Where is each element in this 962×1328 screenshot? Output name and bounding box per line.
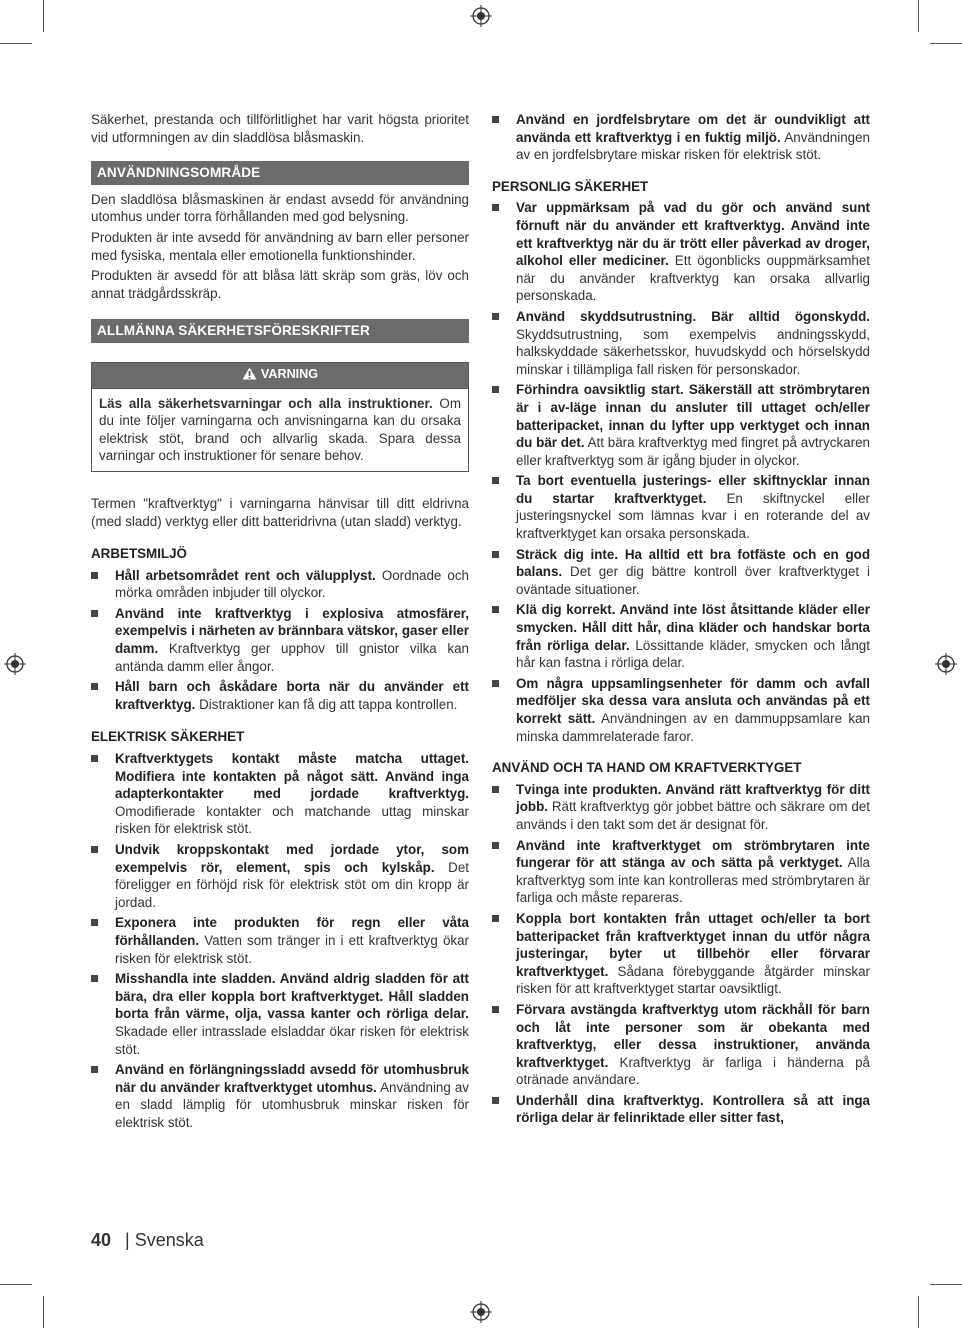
intro-paragraph: Säkerhet, prestanda och tillförlitlighet har varit högsta prioritet vid utformningen av din sladdlösa blåsmaskin.: [91, 112, 469, 145]
list-item: [91, 605, 469, 675]
item-bold: Var uppmärksam på vad du gör och använd sunt förnuft när du använder ett kraftverktyg. Använd inte ett kraftverktyg när du är trött eller påverkad av droger, alkohol eller mediciner.: [516, 200, 870, 269]
item-text: Kraftverktyg är farliga i händerna på otränade användare.: [516, 1054, 870, 1088]
list-item: [91, 678, 469, 713]
list-item: [492, 675, 870, 745]
item-bold: Klä dig korrekt. Använd inte löst åtsittande kläder eller smycken. Håll ditt hår, dina kläder och handskar borta från rörliga delar.: [516, 602, 870, 653]
bullet-square-icon: [91, 846, 98, 853]
item-text: Alla kraftverktyg som inte kan kontrolleras med strömbrytaren är farliga och måste repareras.: [516, 855, 870, 906]
item-bold: Koppla bort kontakten från uttaget och/eller ta bort batteripacket från kraftverktyget innan du utför några justeringar, byter ut tillbehör eller förvarar kraftverktyget.: [516, 910, 870, 979]
bullet-square-icon: [492, 606, 499, 613]
crop-mark: [0, 1284, 32, 1285]
item-text: Ett ögonblicks ouppmärksamhet när du använder kraftverktyg kan orsaka allvarlig personskada.: [516, 253, 871, 304]
bullet-square-icon: [492, 680, 499, 687]
crop-mark: [918, 0, 919, 32]
crop-mark: [43, 0, 44, 32]
bullet-square-icon: [91, 1066, 98, 1073]
item-text: Användning av en sladd lämplig för utomhusbruk minskar risken för elektrisk stöt.: [115, 1079, 470, 1130]
warning-header: [92, 363, 468, 389]
bullet-square-icon: [492, 551, 499, 558]
personal-safety-heading: PERSONLIG SÄKERHET: [492, 178, 649, 194]
item-bold: Om några uppsamlingsenheter för damm och avfall medföljer ska dessa vara ansluta och användas på ett korrekt sätt.: [516, 675, 870, 726]
item-bold: Använd en förlängningssladd avsedd för utomhusbruk när du använder kraftverktyget utomhus.: [115, 1062, 469, 1095]
warning-bold: Läs alla säkerhetsvarningar och alla instruktioner.: [99, 395, 433, 411]
registration-mark-icon: [935, 653, 957, 675]
item-text: Att bära kraftverktyg med fingret på avtryckaren eller kraftverktyg som är igång bjuder in olyckor.: [516, 435, 870, 468]
item-bold: Sträck dig inte. Ha alltid ett bra fotfäste och en god balans.: [516, 546, 870, 580]
usage-paragraph: Produkten är avsedd för att blåsa lätt skräp som gräs, löv och annat trädgårdsskräp.: [91, 268, 469, 301]
item-text: Användningen av en jordfelsbrytare miskar risken för elektrisk stöt.: [516, 129, 871, 163]
usage-paragraph: Den sladdlösa blåsmaskinen är endast avsedd för användning utomhus under torra förhållanden med god belysning.: [91, 191, 469, 225]
item-text: Lössittande kläder, smycken och långt hår kan fastna i rörliga delar.: [516, 637, 870, 671]
bullet-square-icon: [91, 755, 98, 762]
item-bold: Förhindra oavsiktlig start. Säkerställ att strömbrytaren är i av-läge innan du ansluter till uttaget och/eller batteripacket, innan du lyfter upp verktyget och innan du bär det.: [516, 382, 870, 451]
item-bold: Tvinga inte produkten. Använd rätt kraftverktyg för ditt jobb.: [516, 781, 870, 815]
item-bold: Använd en jordfelsbrytare om det är oundvikligt att använda ett kraftverktyg i en fuktig miljö.: [516, 112, 870, 145]
usage-paragraph: Produkten är inte avsedd för användning av barn eller personer med fysiska, mentala eller emotionella funktionshinder.: [91, 229, 469, 263]
bullet-square-icon: [492, 842, 499, 849]
item-text: Oordnade och mörka områden inbjuder till olyckor.: [115, 567, 470, 601]
item-text: Det föreligger en förhöjd risk för elektrisk stöt om din kropp är jordad.: [115, 859, 469, 910]
list-item: [492, 111, 870, 164]
item-text: Rätt kraftverktyg gör jobbet bättre och säkrare om det används i den takt som det är designat för.: [516, 799, 870, 832]
item-text: Skadade eller intrasslade elsladdar ökar risken för elektrisk stöt.: [115, 1023, 469, 1057]
warning-label: VARNING: [260, 366, 319, 381]
item-bold: Exponera inte produkten för regn eller våta förhållanden.: [115, 915, 469, 948]
warning-triangle-icon: [242, 367, 257, 380]
usage-heading: ANVÄNDNINGSOMRÅDE: [91, 161, 469, 185]
crop-mark: [930, 43, 962, 44]
item-bold: Undvik kroppskontakt med jordade ytor, som exempelvis rör, element, spis och kylskåp.: [115, 842, 469, 875]
electrical-heading: ELEKTRISK SÄKERHET: [91, 729, 245, 745]
page-number: 40: [91, 1230, 112, 1250]
personal-safety-list: [492, 199, 870, 745]
list-item: [492, 1092, 870, 1127]
item-bold: Använd inte kraftverktyg i explosiva atmosfärer, exempelvis i närheten av brännbara vätskor, gaser eller damm.: [115, 605, 469, 657]
item-bold: Underhåll dina kraftverktyg. Kontrollera så att inga rörliga delar är felinriktade eller sitter fast,: [516, 1092, 870, 1126]
list-item: [91, 1061, 469, 1131]
left-column: [91, 111, 469, 1135]
list-item: [492, 601, 870, 671]
item-bold: Kraftverktygets kontakt måste matcha uttaget. Modifiera inte kontakten på något sätt. Använd inga adapterkontakter med jordade kraftverktyg.: [115, 751, 469, 802]
work-area-list: [91, 567, 469, 714]
care-list: [492, 781, 870, 1127]
item-bold: Misshandla inte sladden. Använd aldrig sladden för att bära, dra eller koppla bort kraftverktyget. Håll sladden borta från värme, olja, vassa kanter och rörliga delar.: [115, 971, 469, 1022]
general-safety-heading: ALLMÄNNA SÄKERHETSFÖRESKRIFTER: [91, 319, 469, 343]
bullet-square-icon: [492, 204, 499, 211]
bullet-square-icon: [492, 386, 499, 393]
bullet-square-icon: [91, 683, 98, 690]
bullet-square-icon: [91, 572, 98, 579]
item-bold: Förvara avstängda kraftverktyg utom räckhåll för barn och låt inte personer som är obekanta med kraftverktyg, eller dessa instruktioner, använda kraftverktyget.: [516, 1001, 870, 1070]
item-bold: Håll barn och åskådare borta när du använder ett kraftverktyg.: [115, 679, 469, 712]
list-item: [91, 567, 469, 602]
page-footer: [91, 1230, 204, 1251]
bullet-square-icon: [492, 477, 499, 484]
item-text: Sådana förebyggande åtgärder minskar risken för att kraftverktyget startar oavsiktligt.: [516, 963, 870, 997]
electrical-list: [91, 750, 469, 1131]
item-text: Kraftverktyg ger upphov till gnistor vilka kan antända damm eller ångor.: [115, 641, 469, 674]
top-list: [492, 111, 870, 164]
item-text: En skiftnyckel eller justeringsnyckel som lämnas kvar i en roterande del av kraftverktyget kan orsaka personskada.: [516, 490, 870, 542]
bullet-square-icon: [492, 786, 499, 793]
list-item: [91, 914, 469, 967]
item-text: Det ger dig bättre kontroll över kraftverktyget i oväntade situationer.: [516, 564, 870, 597]
crop-mark: [43, 1296, 44, 1328]
list-item: [492, 546, 870, 599]
term-paragraph: Termen "kraftverktyg" i varningarna hänvisar till ditt eldrivna (med sladd) verktyg eller ditt batteridrivna (utan sladd) verktyg.: [91, 495, 469, 529]
bullet-square-icon: [492, 313, 499, 320]
item-text: Vatten som tränger in i ett kraftverktyg ökar risken för elektrisk stöt.: [115, 932, 469, 966]
bullet-square-icon: [91, 919, 98, 926]
warning-body: [92, 389, 468, 471]
bullet-square-icon: [492, 1006, 499, 1013]
list-item: [91, 750, 469, 838]
item-bold: Använd skyddsutrustning. Bär alltid ögonskydd.: [516, 308, 870, 324]
bullet-square-icon: [91, 610, 98, 617]
list-item: [492, 381, 870, 469]
item-bold: Håll arbetsområdet rent och välupplyst.: [115, 567, 376, 583]
crop-mark: [0, 43, 32, 44]
crop-mark: [930, 1284, 962, 1285]
list-item: [492, 472, 870, 542]
item-text: Distraktioner kan få dig att tappa kontrollen.: [195, 696, 458, 712]
warning-box: [91, 362, 469, 472]
list-item: [91, 841, 469, 911]
care-heading: ANVÄND OCH TA HAND OM KRAFTVERKTYGET: [492, 760, 802, 776]
list-item: [492, 308, 870, 378]
page-language: | Svenska: [125, 1230, 204, 1250]
list-item: [492, 781, 870, 834]
list-item: [492, 837, 870, 907]
registration-mark-icon: [470, 5, 492, 27]
item-bold: Ta bort eventuella justerings- eller skiftnycklar innan du startar kraftverktyget.: [516, 473, 870, 506]
item-text: Omodifierade kontakter och matchande uttag minskar risken för elektrisk stöt.: [115, 803, 469, 837]
item-text: Användningen av en dammuppsamlare kan minska dammrelaterade faror.: [516, 711, 871, 744]
item-bold: Använd inte kraftverktyget om strömbrytaren inte fungerar för att stänga av och sätta på verktyget.: [516, 837, 870, 871]
bullet-square-icon: [492, 915, 499, 922]
work-area-heading: ARBETSMILJÖ: [91, 546, 187, 562]
list-item: [91, 970, 469, 1058]
crop-mark: [918, 1296, 919, 1328]
right-column: [492, 111, 870, 1130]
list-item: [492, 1001, 870, 1089]
registration-mark-icon: [470, 1301, 492, 1323]
bullet-square-icon: [91, 975, 98, 982]
registration-mark-icon: [4, 653, 26, 675]
list-item: [492, 910, 870, 998]
warning-text: Om du inte följer varningarna och anvisningarna kan du orsaka elektrisk stöt, brand och allvarlig skada. Spara dessa varningar och instruktioner för senare behov.: [99, 395, 462, 464]
bullet-square-icon: [492, 116, 499, 123]
item-text: Skyddsutrustning, som exempelvis andningsskydd, halkskyddade säkerhetsskor, huvudskydd och hörselskydd minskar i tillämpliga fall risken för personskador.: [516, 326, 870, 377]
list-item: [492, 199, 870, 305]
bullet-square-icon: [492, 1097, 499, 1104]
